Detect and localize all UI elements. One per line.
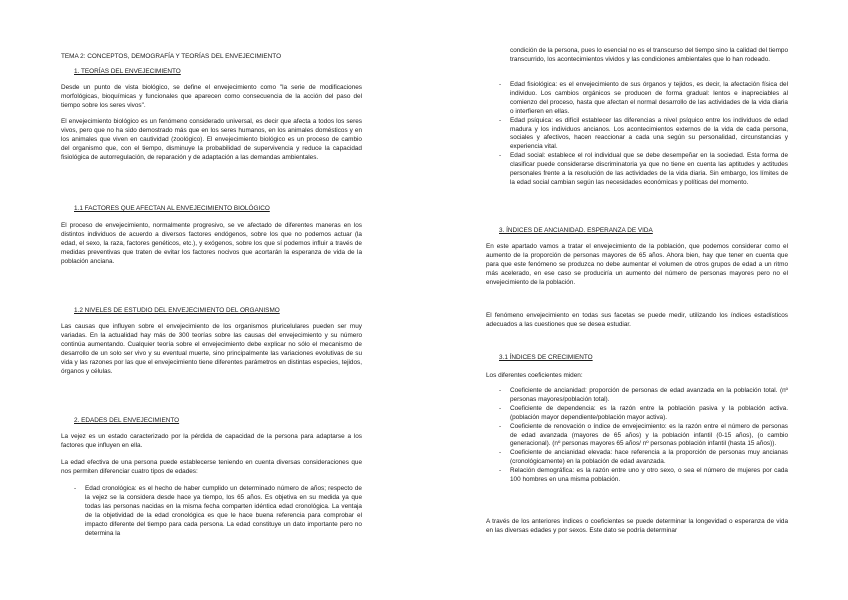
age-types-list [61,485,362,538]
paragraph-longevity: A través de los anteriores índices o coeficientes se puede determinar la longevidad o esperanza de vida en las diversas edades y por sexos. Este dato se podría determinar [486,518,788,534]
age-types-list-continued [486,81,788,188]
paragraph-coefficients-intro: Los diferentes coeficientes miden: [486,372,583,379]
document-title: TEMA 2: CONCEPTOS, DEMOGRAFÍA Y TEORÍAS DEL ENVEJECIMIENTO [61,53,282,60]
heading-2 [61,417,362,426]
heading-1 [61,68,362,77]
paragraph-definition: Desde un punto de vista biológico, se define el envejecimiento como "la serie de modificaciones morfológicas, bioquímicas y funcionales que aparecen como consecuencia de la acción del paso del tiempo sobre los seres vivos". [61,84,362,109]
paragraph-biological: El envejecimiento biológico es un fenómeno considerado universal, es decir que afecta a todos los seres vivos, pero que no ha sido demostrado más que en los seres humanos, en los animales domésticos y en los animales que viven en cautividad (zoológico). El envejecimiento biológico es un proceso de cambio del organismo que, con el tiempo, disminuye la probabilidad de supervivencia y reduce la capacidad fisiológica de autorregulación, de reparación y de adaptación a las demandas ambientales. [61,118,362,161]
heading-3-1-text: 3.1 ÍNDICES DE CRECIMIENTO [499,354,593,361]
continued-text: condición de la persona, pues lo esencial no es el transcurso del tiempo sino la calidad del tiempo transcurrido, los acontecimientos vividos y las condiciones ambientales que lo han rodeado. [510,47,788,63]
list-item-chronological-age: - Edad cronológica: es el hecho de haber cumplido un determinado número de años; respecto de la vejez se la considera desde hace ya tiempo, los 65 años. Es objetiva en su medida ya que todas las personas nacidas en la misma fecha comparten idéntica edad cronológica. La ventaja de la objetividad de la edad cronológica es que le hace buena referencia para comprobar el impacto diferente del tiempo para cada persona. La edad constituye un dato importante pero no determina la [61,485,362,538]
list-item-relacion-demografica: - Relación demográfica: es la razón entre uno y otro sexo, o sea el número de mujeres por cada 100 hombres en una misma población. [486,467,788,485]
paragraph-old-age: La vejez es un estado caracterizado por la pérdida de capacidad de la persona para adaptarse a los factores que influyen en ella. [61,433,362,449]
list-item-ancianidad: - Coeficiente de ancianidad: proporción de personas de edad avanzada en la población total. (nº personas mayores/población total). [486,387,788,405]
list-item-social-age: - Edad social: establece el rol individual que se debe desempeñar en la sociedad. Esta forma de clasificar puede considerarse discriminatoria ya que no tiene en cuenta las aptitudes y actitudes personales frente a la resolución de las actividades de la vida diaria. Sin embargo, los límites de la edad social cambian según las necesidades económicas y políticas del momento. [486,152,788,188]
paragraph-population-aging: En este apartado vamos a tratar el envejecimiento de la población, que podemos considerar como el aumento de la proporción de personas mayores de 65 años. Ahora bien, hay que tener en cuenta que para que este fenómeno se produzca no debe aumentar el volumen de otros grupos de edad a un ritmo más acelerado, en ese caso se produciría un aumento del número de personas mayores pero no el envejecimiento de la población. [486,243,788,286]
list-item-ancianidad-elevada: - Coeficiente de ancianidad elevada: hace referencia a la proporción de personas muy ancianas (cronológicamente) en la población de edad avanzada. [486,449,788,467]
heading-2-text: 2. EDADES DEL ENVEJECIMIENTO [74,417,180,424]
list-item-psychic-age: - Edad psíquica: es difícil establecer las diferencias a nivel psíquico entre los individuos de edad madura y los individuos ancianos. Los acontecimientos externos de la vida de cada persona, sociales y afectivos, hacen reaccionar a cada una según su personalidad, circunstancias y experiencia vital. [486,117,788,153]
paragraph-factors: El proceso de envejecimiento, normalmente progresivo, se ve afectado de diferentes maneras en los distintos individuos de acuerdo a diversos factores endógenos, sobre los que no podemos actuar (la edad, el sexo, la raza, factores genéticos, etc.), y exógenos, sobre los que sí podemos influir a través de medidas preventivas que traten de evitar los factores nocivos que acortarán la esperanza de vida de la población anciana. [61,222,362,265]
heading-1-2-text: 1.2 NIVELES DE ESTUDIO DEL ENVEJECIMIENTO DEL ORGANISMO [74,307,280,314]
heading-3-1 [486,354,788,363]
heading-3-text: 3. ÍNDICES DE ANCIANIDAD. ESPERANZA DE VIDA [499,227,653,234]
list-item-renovacion: - Coeficiente de renovación o índice de envejecimiento: es la razón entre el número de personas de edad avanzada (mayores de 65 años) y la población infantil (0-15 años), (o cambio generacional). (nº personas mayores 65 años/ nº personas población infantil (hasta 15 años)). [486,423,788,450]
heading-1-1-text: 1.1 FACTORES QUE AFECTAN AL ENVEJECIMIENTO BIOLÓGICO [74,205,270,212]
heading-3 [486,227,788,236]
paragraph-effective-age: La edad efectiva de una persona puede establecerse teniendo en cuenta diversas consideraciones que nos permiten diferenciar cuatro tipos de edades: [61,459,362,475]
heading-1-2 [61,307,362,316]
heading-1-text: 1. TEORÍAS DEL ENVEJECIMIENTO [74,68,181,75]
list-item-dependencia: - Coeficiente de dependencia: es la razón entre la población pasiva y la población activa. (población mayor dependiente/población mayor activa). [486,405,788,423]
coefficients-list [486,387,788,485]
heading-1-1 [61,205,362,214]
paragraph-measurement: El fenómeno envejecimiento en todas sus facetas se puede medir, utilizando los índices estadísticos adecuados a las cuestiones que se desea estudiar. [486,312,788,328]
list-item-physiological-age: - Edad fisiológica: es el envejecimiento de sus órganos y tejidos, es decir, la afectación física del individuo. Los cambios orgánicos se producen de forma gradual: lentos e inapreciables al comienzo del proceso, hasta que afectan el normal desarrollo de las actividades de la vida diaria o interfieren en ellas. [486,81,788,117]
paragraph-study-levels: Las causas que influyen sobre el envejecimiento de los organismos pluricelulares pueden ser muy variadas. En la actualidad hay más de 300 teorías sobre las causas del envejecimiento y su número continúa aumentando. Cualquier teoría sobre el envejecimiento debe explicar no sólo el mecanismo de desarrollo de un solo ser vivo y su eventual muerte, sino principalmente las variaciones evolutivas de su vida y las razones por las que el envejecimiento tiene diferentes parámetros en distintas especies, tejidos, órganos y células. [61,323,362,375]
